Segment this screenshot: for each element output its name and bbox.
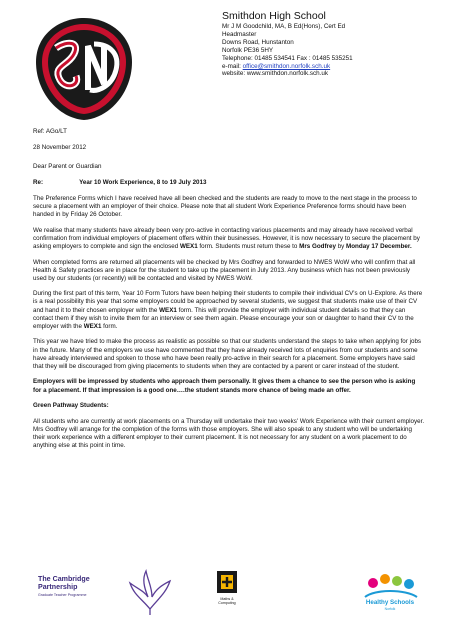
p2-mrs-godfrey: Mrs Godfrey xyxy=(299,242,336,250)
p2-wex1: WEX1 xyxy=(179,242,198,250)
healthy-schools-icon xyxy=(355,569,425,599)
p2-deadline: Monday 17 December. xyxy=(346,242,412,250)
p2-text-a: We realise that many students have already been very pro-active in contacting various placements and may already have received verbal confirmation from individual employers of placement offers within their businesses. However, it is now necessary to secure the placement by asking employers to complete and sign the enclosed xyxy=(33,226,420,250)
email-link[interactable]: office@smithdon.norfolk.sch.uk xyxy=(242,62,331,70)
paragraph-wex1-return xyxy=(33,227,425,251)
paragraph-realistic-process: This year we have tried to make the process as realistic as possible so that our students understand the steps to take when applying for jobs in the future. Many of the employers we use have commented that they have already received lots of enquiries from our students and some have already interviewed and spoken to those who have been really pro-active in their search for a placement. Some employers have said that they will be discouraged from giving placements to students when they are contacted by a parent or carer instead of the student. xyxy=(33,338,422,370)
subject-line xyxy=(33,179,425,187)
maths-line-1: Maths & xyxy=(220,597,234,601)
footer-logos xyxy=(0,565,453,640)
address-line-1: Downs Road, Hunstanton xyxy=(222,38,294,46)
letter-body xyxy=(33,128,425,458)
paragraph-cv xyxy=(33,290,425,330)
school-crest-logo xyxy=(28,14,140,124)
healthy-schools-logo xyxy=(355,569,425,617)
telephone-fax: Telephone: 01485 534541 Fax : 01485 535251 xyxy=(222,54,353,62)
email-label: e-mail: xyxy=(222,62,243,70)
green-pathway-heading xyxy=(33,402,425,410)
website-line xyxy=(222,70,447,78)
reference: Ref: AGo/LT xyxy=(33,128,67,135)
headmaster-role: Headmaster xyxy=(222,30,257,38)
green-heading-text: Green Pathway Students: xyxy=(33,402,109,410)
paragraph-employers-impressed xyxy=(33,378,425,394)
letter-date: 28 November 2012 xyxy=(33,143,87,151)
p4-text-c: form. This will provide the employer with individual student details so that they can contact them if they wish to invite them for an interview or see them again. Please encourage your son or daughter to hand their CV to the employer with the xyxy=(33,306,414,330)
p2-text-e: by xyxy=(335,242,347,250)
maths-computing-label xyxy=(215,597,239,605)
address-line-2: Norfolk PE36 5HY xyxy=(222,46,274,54)
p4-text-a: During the first part of this term, Year 10 Form Tutors have been helping their students to compile their individual CV's on U-Explore. As there is a real possibility this year that some employers could be approached by several students, we suggest that students make use of their CV and hand it to their chosen employer with the xyxy=(33,290,423,314)
email-line xyxy=(222,63,447,71)
salutation: Dear Parent or Guardian xyxy=(33,163,102,171)
p4-wex1-a: WEX1 xyxy=(159,306,177,314)
maths-line-2: Computing xyxy=(218,601,236,605)
cambridge-subtitle: Graduate Teacher Programme xyxy=(38,593,87,597)
maths-computing-icon xyxy=(215,569,239,595)
subject-text: Year 10 Work Experience, 8 to 19 July 2013 xyxy=(79,179,207,187)
p4-text-e: form. xyxy=(101,322,118,330)
school-address-block xyxy=(222,10,447,78)
phoenix-icon xyxy=(128,569,172,615)
healthy-schools-subtitle: Norfolk xyxy=(384,607,396,611)
p4-wex1-b: WEX1 xyxy=(83,322,102,330)
school-name: Smithdon High School xyxy=(222,10,326,22)
p6-bold-text: Employers will be impressed by students who approach them personally. It gives them a chance to see the person who is asking for a placement. If that impression is a good one….the student stands more chance of being made an offer. xyxy=(33,378,416,394)
paragraph-green-pathway: All students who are currently at work placements on a Thursday will undertake their two weeks' Work Experience with their current employer. Mrs Godfrey will arrange for the completion of the forms with those employers. She will also speak to any student who will be undertaking their work experience with a different employer to their current placement. It is not necessary for any student on a work placement to do anything else at this point in time. xyxy=(33,417,425,450)
paragraph-nwes-wow: When completed forms are returned all placements will be checked by Mrs Godfrey and forwarded to NWES WoW who will confirm that all Health & Safety practices are in place for the student to take up the placement in July 2013. Any business which has not been previously used by our students (or recently) will be contacted and visited by NWES WoW. xyxy=(33,258,416,282)
healthy-schools-title: Healthy Schools xyxy=(365,599,415,606)
p2-text-c: form. Students must return these to xyxy=(197,242,300,250)
website-label: website: xyxy=(222,70,247,78)
paragraph-preference-forms: The Preference Forms which I have received have all been checked and the students are ready to move to the next stage in the process to secure a placement with an employer of their choice. Please note that all student Work Experience Preference forms should have been handed in by Friday 26 October. xyxy=(33,194,417,218)
subject-label: Re: xyxy=(33,179,44,187)
cambridge-line-2: Partnership xyxy=(38,583,78,591)
website-text: www.smithdon.norfolk.sch.uk xyxy=(246,70,329,78)
maths-computing-logo xyxy=(215,569,239,611)
headmaster-name: Mr J M Goodchild, MA, B Ed(Hons), Cert Ed xyxy=(222,23,346,30)
cambridge-line-1: The Cambridge xyxy=(38,575,90,583)
